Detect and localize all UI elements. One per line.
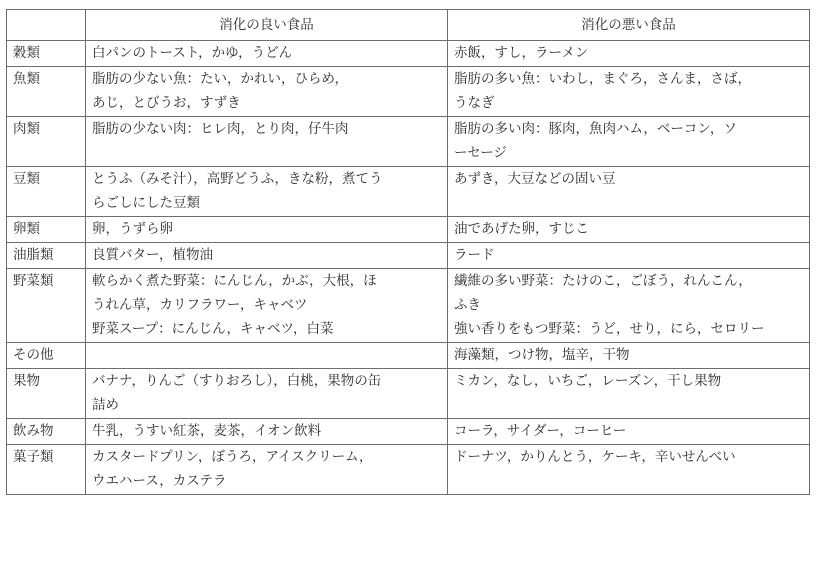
cell-text-line: 良質バター，植物油 — [92, 247, 213, 263]
cell-text-line: 海藻類，つけ物，塩辛，干物 — [454, 347, 630, 363]
table-row — [7, 269, 810, 343]
good-foods-cell — [86, 41, 448, 67]
table-row — [7, 419, 810, 445]
good-foods-cell — [86, 445, 448, 495]
cell-text-line: 白パンのトースト，かゆ，うどん — [92, 45, 293, 61]
bad-foods-cell — [448, 67, 810, 117]
category-cell: 果物 — [7, 369, 86, 419]
bad-foods-cell — [448, 419, 810, 445]
category-cell: 飲み物 — [7, 419, 86, 445]
cell-text-line: らごしにした豆類 — [92, 195, 200, 211]
category-cell: 豆類 — [7, 167, 86, 217]
good-foods-cell — [86, 67, 448, 117]
good-foods-cell — [86, 369, 448, 419]
cell-text-line: ラード — [454, 247, 495, 263]
cell-text-line: 繊維の多い野菜：たけのこ，ごぼう，れんこん， — [454, 273, 752, 289]
cell-text-line: ミカン，なし，いちご，レーズン，干し果物 — [454, 373, 722, 389]
bad-foods-cell — [448, 217, 810, 243]
good-foods-cell — [86, 243, 448, 269]
good-foods-cell — [86, 419, 448, 445]
cell-text-line: 脂肪の多い魚：いわし，まぐろ，さんま，さば， — [454, 71, 751, 87]
category-cell: 穀類 — [7, 41, 86, 67]
cell-text-line: バナナ，りんご（すりおろし），白桃，果物の缶 — [92, 373, 382, 389]
table-body — [7, 41, 810, 495]
table-row — [7, 369, 810, 419]
cell-text-line: とうふ（みそ汁），高野どうふ，きな粉，煮てう — [92, 171, 383, 187]
table-row — [7, 343, 810, 369]
bad-foods-cell — [448, 369, 810, 419]
bad-foods-cell — [448, 41, 810, 67]
cell-text-line: 詰め — [92, 397, 119, 413]
bad-foods-cell — [448, 445, 810, 495]
cell-text-line: 脂肪の少ない魚：たい，かれい，ひらめ， — [92, 71, 348, 87]
category-cell: 魚類 — [7, 67, 86, 117]
good-foods-cell — [86, 269, 448, 343]
cell-text-line: 牛乳，うすい紅茶，麦茶，イオン飲料 — [92, 423, 322, 439]
category-cell: 油脂類 — [7, 243, 86, 269]
good-foods-cell — [86, 117, 448, 167]
cell-text-line: あじ，とびうお，すずき — [92, 95, 241, 111]
table-row — [7, 67, 810, 117]
header-bad-foods: 消化の悪い食品 — [448, 10, 810, 41]
bad-foods-cell — [448, 243, 810, 269]
header-good-foods: 消化の良い食品 — [86, 10, 448, 41]
digestion-table — [6, 9, 810, 495]
category-cell: 肉類 — [7, 117, 86, 167]
cell-text-line: 赤飯，すし，ラーメン — [454, 45, 589, 61]
cell-text-line: 強い香りをもつ野菜：うど，せり，にら，セロリー — [454, 321, 765, 337]
cell-text-line: ウエハース，カステラ — [92, 473, 227, 489]
cell-text-line: ドーナツ，かりんとう，ケーキ，辛いせんべい — [454, 449, 736, 465]
table-row — [7, 167, 810, 217]
table-container — [6, 9, 810, 495]
cell-text-line: 脂肪の多い肉：豚肉，魚肉ハム，ベーコン，ソ — [454, 121, 737, 137]
header-category — [7, 10, 86, 41]
good-foods-cell — [86, 343, 448, 369]
cell-text-line: 油であげた卵，すじこ — [454, 221, 589, 237]
header-row — [7, 10, 810, 41]
bad-foods-cell — [448, 269, 810, 343]
good-foods-cell — [86, 217, 448, 243]
cell-text-line: コーラ，サイダー，コーヒー — [454, 423, 627, 439]
cell-text-line: 脂肪の少ない肉：ヒレ肉，とり肉，仔牛肉 — [92, 121, 349, 137]
cell-text-line: ふき — [454, 297, 481, 313]
table-row — [7, 243, 810, 269]
good-foods-cell — [86, 167, 448, 217]
cell-text-line: 卵，うずら卵 — [92, 221, 173, 237]
category-cell: その他 — [7, 343, 86, 369]
table-row — [7, 117, 810, 167]
table-row — [7, 41, 810, 67]
cell-text-line: うれん草，カリフラワー，キャベツ — [92, 297, 308, 313]
cell-text-line: 軟らかく煮た野菜：にんじん，かぶ，大根，ほ — [92, 273, 377, 289]
bad-foods-cell — [448, 167, 810, 217]
cell-text-line: うなぎ — [454, 95, 495, 111]
bad-foods-cell — [448, 117, 810, 167]
cell-text-line: あずき，大豆などの固い豆 — [454, 171, 616, 187]
category-cell: 卵類 — [7, 217, 86, 243]
table-row — [7, 445, 810, 495]
bad-foods-cell — [448, 343, 810, 369]
cell-text-line: 野菜スープ：にんじん，キャベツ，白菜 — [92, 321, 334, 337]
cell-text-line: カスタードプリン，ぼうろ，アイスクリーム， — [92, 449, 373, 465]
table-row — [7, 217, 810, 243]
cell-text-line: ーセージ — [454, 145, 507, 161]
category-cell: 菓子類 — [7, 445, 86, 495]
category-cell: 野菜類 — [7, 269, 86, 343]
